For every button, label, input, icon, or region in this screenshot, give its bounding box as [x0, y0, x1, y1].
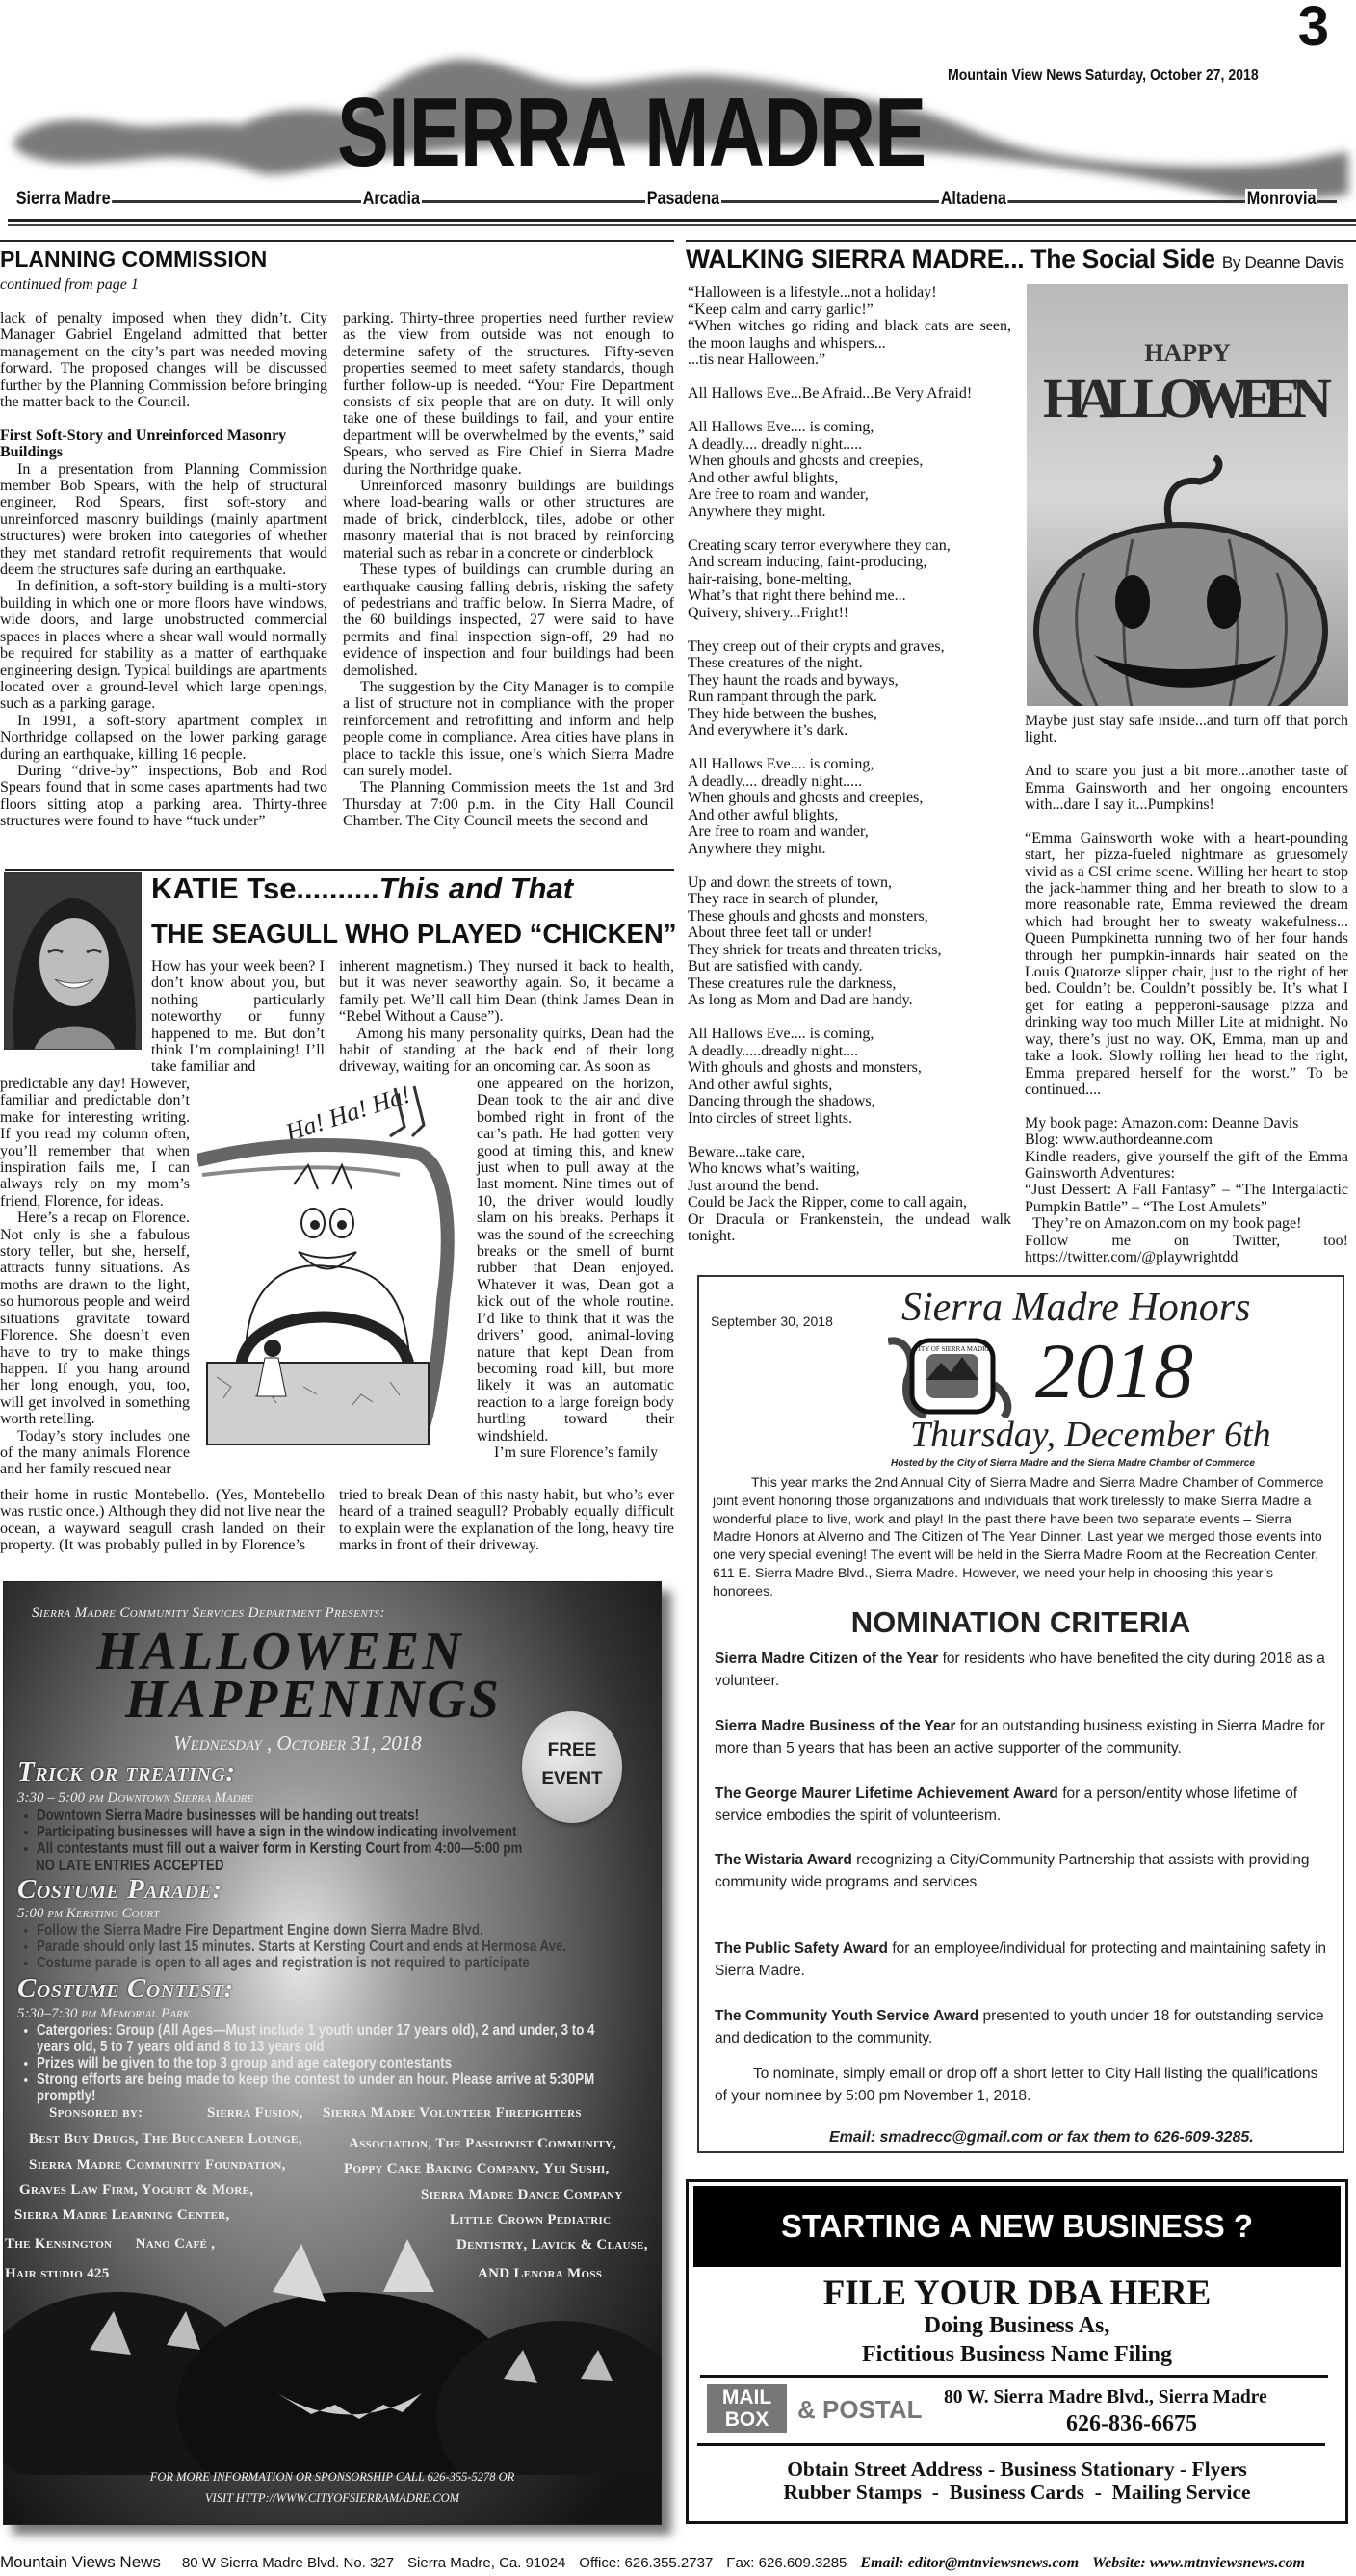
poem-line: But are satisfied with candy. — [688, 958, 863, 975]
footer-email[interactable]: Email: editor@mtnviewsnews.com — [860, 2555, 1080, 2571]
column-name: This and That — [378, 872, 574, 905]
article-paragraph: And to scare you just a bit more...another taste of Emma Gainsworth and her ongoing encounters with...dare I say it...Pumpkins! — [1025, 763, 1348, 814]
katie-text-block — [477, 1076, 674, 1461]
article-paragraph: parking. Thirty-three properties need further review as the view from outside was not enough to determine safety of the structures. Fifty-seven properties seemed to meet safety standards, though further follow-up is needed. “Your Fire Department consists of six people that are on duty. It will only take one of these buildings to fail, and your entire department will be overwhelmed by the events,” said Spears, who served as Fire Chief in Sierra Madre during the Northridge quake. — [343, 310, 674, 478]
halloween-poem — [688, 284, 1011, 1262]
article-paragraph: tried to break Dean of this nasty habit, but who’s ever heard of a trained seagull? Probably equally difficult to explain were the explanation of the long, heavy tire marks in front of their driveway. — [339, 1487, 674, 1554]
article-paragraph: Among his many personality quirks, Dean had the habit of standing at the back end of their long driveway, waiting for an oncoming car. As soon as — [339, 1025, 674, 1076]
columnist-name: KATIE Tse.......... — [151, 872, 379, 905]
planning-column-1 — [0, 310, 327, 830]
masthead-rule — [8, 224, 1356, 226]
poem-line: They creep out of their crypts and graves, — [688, 637, 945, 655]
badge-text: FREE — [547, 1740, 597, 1760]
sponsor-line: Sierra Madre Community Foundation, — [29, 2157, 286, 2173]
sponsor-line: Sierra Madre Dance Company — [421, 2187, 623, 2202]
ad-services: Rubber Stamps - Business Cards - Mailing Service — [783, 2481, 1251, 2504]
sponsor-line: Graves Law Firm, Yogurt & More, — [19, 2182, 254, 2198]
award-description: for an employee/individual for protecting and maintaining safety in Sierra Madre. — [715, 1940, 1326, 1979]
walking-headline — [686, 245, 1344, 274]
planning-headline: PLANNING COMMISSION — [0, 247, 268, 272]
author-link-line: “Just Dessert: A Fall Fantasy” – “The Intergalactic Pumpkin Battle” – “The Lost Amulets” — [1025, 1182, 1348, 1215]
honors-event-date: Thursday, December 6th — [910, 1415, 1271, 1455]
happy-halloween-pumpkin-painting — [1027, 284, 1348, 706]
flyer-bullet: • Prizes will be given to the top 3 group and age category contestants — [37, 2055, 616, 2071]
free-event-badge — [522, 1711, 622, 1823]
poem-line: As long as Mom and Dad are handy. — [688, 992, 913, 1008]
katie-headline: THE SEAGULL WHO PLAYED “CHICKEN” — [151, 919, 677, 949]
award-description: presented to youth under 18 for outstanding service and dedication to the community. — [715, 2008, 1324, 2046]
poem-line: They haunt the roads and byways, — [688, 671, 899, 689]
katie-text-block — [0, 1076, 190, 1478]
flyer-bullet: • Parade should only last 15 minutes. Starts at Kersting Court and ends at Hermosa Ave. — [37, 1939, 566, 1955]
costume-parade-time: 5:00 pm Kersting Court — [17, 1906, 160, 1921]
flyer-bullet: • Costume parade is open to all ages and registration is not required to participate — [37, 1955, 566, 1971]
flyer-date: Wednesday , October 31, 2018 — [173, 1731, 422, 1755]
nomination-instructions: To nominate, simply email or drop off a short letter to City Hall listing the qualifications of your nominee by 5:00 pm November 1, 2018. — [715, 2066, 1318, 2104]
award-description: recognizing a City/Community Partnership that assists with providing community wide programs and services — [715, 1852, 1310, 1890]
article-paragraph: How has your week been? I don’t know about you, but nothing particularly noteworthy or funny happened to me. But don’t think I’m complaining! I’ll take familiar and — [151, 958, 325, 1076]
poem-line: Up and down the streets of town, — [688, 873, 892, 891]
sponsor-line: Dentistry, Lavick & Clause, — [456, 2237, 648, 2252]
ad-headline: FILE YOUR DBA HERE — [822, 2274, 1212, 2313]
poem-line: These creatures rule the darkness, — [688, 975, 897, 992]
masthead-rule — [8, 219, 1356, 222]
masthead-city: Sierra Madre — [15, 189, 111, 209]
logo-text: MAIL — [721, 2386, 772, 2408]
article-paragraph: Today’s story includes one of the many animals Florence and her family rescued near — [0, 1427, 190, 1478]
article-paragraph: Here’s a recap on Florence. Not only is she a fabulous story teller, but she, herself, attracts funny situations. As moths are drawn to the light, so humorous people and weird situations gravitate toward Florence. She doesn’t even have to try to make things happen. If you hang around her long enough, you, too, will get involved in something worth retelling. — [0, 1210, 190, 1428]
jack-o-lantern-silhouettes — [3, 2186, 662, 2475]
poem-line: These ghouls and ghosts and monsters, — [688, 907, 928, 924]
walking-right-column — [1025, 713, 1348, 1265]
poem-line: All Hallows Eve.... is coming, — [688, 1026, 874, 1042]
footer-fax: Fax: 626.609.3285 — [726, 2555, 848, 2571]
criteria-item — [715, 1849, 1331, 1893]
poem-line: A deadly.....dreadly night.... — [688, 1042, 859, 1059]
poem-line: “Keep calm and carry garlic!” — [688, 300, 874, 318]
poem-line: When ghouls and ghosts and creepies, — [688, 790, 924, 806]
poem-line: All Hallows Eve.... is coming, — [688, 756, 874, 772]
criteria-item — [715, 1715, 1331, 1759]
seal-lettering: CITY OF SIERRA MADRE — [913, 1345, 992, 1353]
logo-postal-text: & POSTAL — [797, 2395, 923, 2424]
sponsor-line: Sierra Madre Learning Center, — [14, 2207, 230, 2223]
poem-line: “Halloween is a lifestyle...not a holiday! — [688, 284, 937, 300]
poem-line: And other awful blights, — [688, 469, 839, 486]
costume-parade-bullets — [37, 1922, 566, 1971]
criteria-item — [715, 1938, 1331, 1982]
author-link-line: Blog: www.authordeanne.com — [1025, 1132, 1213, 1149]
sponsor-line: Sierra Madre Volunteer Firefighters — [323, 2105, 582, 2121]
footer-city: Sierra Madre, Ca. 91024 — [407, 2555, 566, 2571]
walking-title: WALKING SIERRA MADRE... The Social Side — [686, 245, 1215, 273]
flyer-bullet: • Catergories: Group (All Ages—Must include 1 youth under 17 years old), 2 and under, 3 to 4 years old, 5 to 7 years old and 8 to 13 years old — [37, 2022, 616, 2055]
sponsored-by-label: Sponsored by: — [49, 2105, 143, 2121]
award-description: for a person/entity whose lifetime of service embodies the spirit of volunteerism. — [715, 1785, 1298, 1824]
sponsor-line: Poppy Cake Baking Company, Yui Sushi, — [344, 2161, 610, 2176]
criteria-item — [715, 2005, 1331, 2049]
flyer-website-line: VISIT HTTP://WWW.CITYOFSIERRAMADRE.COM — [204, 2491, 460, 2505]
poem-line: They race in search of plunder, — [688, 891, 879, 907]
poem-line: hair-raising, bone-melting, — [688, 570, 852, 587]
article-paragraph: In a presentation from Planning Commission member Bob Spears, with the help of structural engineer, Rod Spears, first soft-story and unreinforced masonry buildings (mainly apartment structures) were broken into categories of whether they met standard retrofit requirements that would deem the structures safe during an earthquake. — [0, 460, 327, 579]
walking-byline: By Deanne Davis — [1221, 253, 1344, 272]
flyer-info-line: FOR MORE INFORMATION OR SPONSORSHIP CALL 626-355-5278 OR — [149, 2470, 515, 2484]
poem-line: About three feet tall or under! — [688, 924, 873, 941]
article-paragraph: predictable any day! However, familiar and predictable don’t make for interesting writing. If you read my column often, you’ll remember that when inspiration fails me, I can always rely on my mom’s friend, Florence, for ideas. — [0, 1076, 190, 1210]
article-paragraph: inherent magnetism.) They nursed it back to health, but it was never seaworthy again. So, it became a family pet. We’ll call him Dean (think James Dean in “Rebel Without a Cause”). — [339, 958, 674, 1026]
katie-text-block — [339, 958, 674, 1076]
poem-line: Dancing through the shadows, — [688, 1093, 875, 1109]
poem-stanza — [688, 284, 1011, 369]
trick-or-treat-heading: Trick or treating: — [17, 1756, 236, 1787]
page-number: 3 — [1297, 0, 1329, 58]
mailbox-logo — [707, 2384, 787, 2433]
section-rule — [686, 240, 1356, 242]
honors-hosted-by: Hosted by the City of Sierra Madre and the Sierra Madre Chamber of Commerce — [891, 1458, 1255, 1469]
trick-or-treat-note: NO LATE ENTRIES ACCEPTED — [36, 1858, 224, 1874]
author-link-line: My book page: Amazon.com: Deanne Davis — [1025, 1114, 1299, 1132]
costume-contest-heading: Costume Contest: — [17, 1973, 234, 2004]
nomination-email-link[interactable]: smadrecc@gmail.com — [879, 2129, 1043, 2146]
columnist-photo — [4, 872, 142, 1050]
flyer-bullet: • Follow the Sierra Madre Fire Department Engine down Sierra Madre Blvd. — [37, 1922, 566, 1939]
poem-stanza — [688, 385, 1011, 403]
trick-or-treat-bullets — [37, 1808, 550, 1857]
poem-line: A deadly.... dreadly night..... — [688, 772, 863, 790]
poem-line: Quivery, shivery...Fright!! — [688, 604, 849, 621]
poem-line: A deadly.... dreadly night..... — [688, 435, 863, 453]
author-link-line: Follow me on Twitter, too! https://twitter.com/@playwrightdd — [1025, 1232, 1348, 1265]
poem-line: ...tis near Halloween.” — [688, 351, 826, 368]
cartoon-lettering: Ha! Ha! Ha! — [281, 1080, 414, 1147]
ad-phone: 626-836-6675 — [1066, 2411, 1197, 2436]
footer-website[interactable]: Website: www.mtnviewsnews.com — [1092, 2555, 1305, 2571]
honors-title: Sierra Madre Honors — [901, 1286, 1251, 1330]
article-paragraph: I’m sure Florence’s family — [494, 1444, 659, 1461]
ad-subline: Fictitious Business Name Filing — [861, 2342, 1173, 2367]
masthead-city: Monrovia — [1246, 189, 1317, 209]
ad-address: 80 W. Sierra Madre Blvd., Sierra Madre — [944, 2387, 1267, 2407]
poem-line: And other awful sights, — [688, 1076, 833, 1093]
poem-line: Anywhere they might. — [688, 840, 826, 857]
ad-rule — [697, 2443, 1325, 2446]
katie-text-block — [0, 1487, 325, 1554]
ad-subline: Doing Business As, — [924, 2313, 1110, 2338]
article-paragraph: The suggestion by the City Manager is to compile a list of structure not in compliance with the proper reinforcement and retrofitting and inform and help people come in compliance. Area cities have plans in place to tackle this issue, one’s which Sierra Madre can surely model. — [343, 678, 674, 779]
poem-stanza — [688, 537, 1011, 622]
award-name: The Public Safety Award — [715, 1940, 889, 1957]
poem-line: Creating scary terror everywhere they can, — [688, 536, 951, 554]
planning-subheading: First Soft-Story and Unreinforced Masonry Buildings — [0, 427, 287, 461]
logo-text: BOX — [724, 2408, 769, 2431]
flyer-title-line1: HALLOWEEN — [96, 1622, 464, 1681]
award-name: Sierra Madre Business of the Year — [715, 1718, 956, 1734]
author-link-line: Kindle readers, give yourself the gift of the Emma Gainsworth Adventures: — [1025, 1148, 1348, 1182]
award-name: The Wistaria Award — [715, 1852, 852, 1868]
poem-line: All Hallows Eve.... is coming, — [688, 419, 874, 435]
poem-line: With ghouls and ghosts and monsters, — [688, 1059, 922, 1076]
poem-line: “When witches go riding and black cats are seen, the moon laughs and whispers... — [688, 318, 1011, 351]
section-rule — [5, 869, 674, 871]
award-description: for residents who have benefited the city during 2018 as a volunteer. — [715, 1651, 1325, 1689]
ad-header: STARTING A NEW BUSINESS ? — [693, 2186, 1341, 2267]
poem-line: When ghouls and ghosts and creepies, — [688, 453, 924, 469]
page-footer — [0, 2553, 1356, 2572]
poem-line: Run rampant through the park. — [688, 689, 877, 705]
poem-line: Beware...take care, — [688, 1143, 806, 1160]
sponsor-line: Association, The Passionist Community, — [349, 2136, 617, 2151]
masthead-city: Arcadia — [362, 189, 420, 209]
article-paragraph: The Planning Commission meets the 1st and 3rd Thursday at 7:00 p.m. in the City Hall Council Chamber. The City Council meets the second and — [343, 779, 674, 830]
nomination-criteria-title: NOMINATION CRITERIA — [850, 1605, 1191, 1639]
article-paragraph: Unreinforced masonry buildings are buildings where load-bearing walls or other structures are made of brick, cinderblock, tiles, adobe or other masonry material that is not braced by reinforcing material such as rebar in a concrete or cinderblock — [343, 478, 674, 561]
author-link-line: They’re on Amazon.com on my book page! — [1025, 1215, 1302, 1233]
poem-line: Could be Jack the Ripper, come to call again, — [688, 1194, 967, 1210]
poem-line: Or Dracula or Frankenstein, the undead walk tonight. — [688, 1210, 1011, 1244]
article-paragraph: one appeared on the horizon, Dean took to the air and dive bombed right in front of the car’s path. He had gotten very good at timing this, and knew just when to pull away at the last moment. Nine times out of 10, the driver would loudly slam on his breaks. Perhaps it was the sound of the screeching breaks or the smell of burnt rubber that Dean enjoyed. Whatever it was, Dean got a kick out of the whole routine. I’d like to think that it was the drivers’ good, animal-loving nature that kept Dean from becoming road kill, but more likely it was an automatic reaction to a large foreign body hurtling toward their windshield. — [477, 1076, 674, 1444]
poem-line: Just around the bend. — [688, 1177, 819, 1194]
poem-line: Are free to roam and wander, — [688, 486, 869, 503]
sponsor-line: The Kensington Nano Café , — [5, 2236, 216, 2251]
award-name: Sierra Madre Citizen of the Year — [715, 1651, 939, 1667]
katie-text-block — [339, 1487, 674, 1554]
article-paragraph: In definition, a soft-story building is a multi-story building in which one or more floors have windows, wide doors, and large unobstructed commercial spaces in places where a shear wall would normally be required for stability as a matter of earthquake engineering design. Typical buildings are apartments located over a ground-level which large openings, such as a parking garage. — [0, 578, 327, 713]
poem-line: And everywhere it’s dark. — [688, 722, 848, 739]
poem-stanza — [688, 874, 1011, 1009]
honors-year: 2018 — [1035, 1327, 1193, 1415]
photo-caption: Maybe just stay safe inside...and turn off that porch light. — [1025, 713, 1348, 746]
masthead-city: Pasadena — [646, 189, 720, 209]
katie-text-block — [151, 958, 325, 1076]
poem-line: Are free to roam and wander, — [688, 823, 869, 840]
poem-line: Into circles of street lights. — [688, 1109, 853, 1127]
section-rule — [0, 240, 674, 242]
poem-stanza — [688, 1026, 1011, 1127]
poem-line: These creatures of the night. — [688, 655, 863, 671]
honors-intro: This year marks the 2nd Annual City of Sierra Madre and Sierra Madre Chamber of Commerce joint event honoring those organizations and individuals that work tirelessly to make Sierra Madre a wonderful place to live, work and play! In the past there have been two separate events – Sierra Madre Honors at Alverno and The Citizen of The Year Dinner. Last year we merged those events into one very special evening! The event will be held in the Sierra Madre Room at the Recreation Center, 611 E. Sierra Madre Blvd., Sierra Madre. However, we need your help in choosing this year’s honorees. — [713, 1475, 1324, 1600]
planning-column-2 — [343, 310, 674, 830]
costume-parade-heading: Costume Parade: — [17, 1874, 222, 1905]
poem-stanza — [688, 1144, 1011, 1245]
nomination-contact — [829, 2129, 1254, 2147]
honors-date: September 30, 2018 — [711, 1314, 833, 1329]
poem-line: All Hallows Eve...Be Afraid...Be Very Afraid! — [688, 385, 973, 402]
poem-stanza — [688, 756, 1011, 857]
sponsor-line: Best Buy Drugs, The Buccaneer Lounge, — [29, 2131, 302, 2147]
article-paragraph: During “drive-by” inspections, Bob and Rod Spears found that in some cases apartments had two floors sitting atop a parking area. Thirty-three structures were found to have “tuck under” — [0, 762, 327, 830]
planning-continued-note: continued from page 1 — [0, 276, 139, 293]
masthead-dateline: Mountain View News Saturday, October 27, 2018 — [948, 67, 1259, 84]
painting-lettering-halloween: HALLOWEEN — [1043, 367, 1332, 429]
article-paragraph: “Emma Gainsworth woke with a heart-pounding start, her pizza-fueled nightmare as gruesomely vivid as a CSI crime scene. Willing her heart to stop the jack-hammer thing and her breath to slow to a more reasonable rate, Emma reviewed the dream which had brought her to sweaty wakefulness... Queen Pumpkinetta running two of her four hands through her pumpkin-innards hair seated on the Louis Quatorze slipper chair, just to the right of her bed. Couldn’t be. Couldn’t possibly be. It’s what I get for eating a pepperoni-sausage pizza and drinking way too much Miller Lite at midnight. No way, there’s just no way. OK, Emma, man up and take a look. Slowly rolling her head to the right, Emma prepared herself for the worst.” To be continued.... — [1025, 829, 1348, 1098]
fax-text: or fax them to 626-609-3285. — [1042, 2129, 1254, 2146]
criteria-item — [715, 1648, 1331, 1692]
sponsor-line: AND Lenora Moss — [478, 2266, 603, 2281]
costume-contest-time: 5:30–7:30 pm Memorial Park — [17, 2006, 191, 2021]
article-paragraph: These types of buildings can crumble during an earthquake causing falling debris, risking the safety of pedestrians and traffic below. In Sierra Madre, of the 60 buildings inspected, 27 were said to have permits and final inspection sign-off, 29 had no evidence of inspection and four buildings had been demolished. — [343, 561, 674, 679]
flyer-presenter: Sierra Madre Community Services Department Presents: — [32, 1605, 385, 1621]
poem-stanza — [688, 638, 1011, 740]
poem-line: They hide between the bushes, — [688, 705, 877, 722]
poem-line: And scream inducing, faint-producing, — [688, 554, 927, 570]
poem-line: What’s that right there behind me... — [688, 587, 906, 604]
badge-text: EVENT — [541, 1769, 603, 1789]
flyer-bullet: • All contestants must fill out a waiver form in Kersting Court from 4:00—5:00 pm — [37, 1840, 550, 1857]
sponsor-line: Little Crown Pediatric — [450, 2212, 612, 2227]
poem-stanza — [688, 419, 1011, 520]
poem-line: And other awful blights, — [688, 806, 839, 823]
costume-contest-bullets — [37, 2022, 616, 2104]
footer-office-phone: Office: 626.355.2737 — [579, 2555, 714, 2571]
footer-address: 80 W Sierra Madre Blvd. No. 327 — [181, 2555, 395, 2571]
award-name: The Community Youth Service Award — [715, 2008, 979, 2024]
flyer-bullet: • Participating businesses will have a sign in the window indicating involvement — [37, 1824, 550, 1840]
seagull-cartoon-illustration — [197, 1079, 462, 1459]
column-byline — [151, 872, 573, 906]
flyer-bullet: • Downtown Sierra Madre businesses will be handing out treats! — [37, 1808, 550, 1824]
poem-line: Anywhere they might. — [688, 503, 826, 520]
painting-lettering-happy: HAPPY — [1144, 339, 1231, 367]
article-paragraph: In 1991, a soft-story apartment complex in Northridge collapsed on the lower parking garage during an earthquake, killing 16 people. — [0, 712, 327, 763]
flyer-bullet: • Strong efforts are being made to keep the contest to under an hour. Please arrive at 5:30PM promptly! — [37, 2071, 616, 2104]
footer-paper-name: Mountain Views News — [0, 2553, 161, 2571]
ad-rule — [700, 2375, 1328, 2378]
award-name: The George Maurer Lifetime Achievement Award — [715, 1785, 1058, 1802]
article-paragraph: their home in rustic Montebello. (Yes, Montebello was rustic once.) Although they did not live near the ocean, a wayward seagull crash landed on their property. (It was probably pulled in by Florence’s — [0, 1487, 325, 1554]
article-paragraph: lack of penalty imposed when they didn’t. City Manager Gabriel Engeland admitted that better management on the city’s part was needed moving forward. The proposed changes will be discussed further by the Planning Commission before bringing the matter back to the Council. — [0, 310, 327, 411]
sponsor-line: Hair studio 425 — [5, 2266, 110, 2281]
criteria-item — [715, 1782, 1331, 1827]
ad-services: Obtain Street Address - Business Stationary - Flyers — [787, 2458, 1247, 2481]
masthead-title: SIERRA MADRE — [337, 79, 926, 187]
poem-line: Who knows what’s waiting, — [688, 1160, 860, 1177]
poem-line: They shriek for treats and threaten tricks, — [688, 941, 942, 958]
award-description: for an outstanding business existing in Sierra Madre for more than 5 years that has been an active supporter of the community. — [715, 1718, 1325, 1756]
email-label: Email: — [829, 2129, 880, 2146]
masthead-city: Altadena — [940, 189, 1006, 209]
trick-or-treat-time: 3:30 – 5:00 pm Downtown Sierra Madre — [17, 1790, 254, 1806]
flyer-title-line2: HAPPENINGS — [125, 1670, 502, 1730]
sponsor-line: Sierra Fusion, — [207, 2105, 303, 2121]
city-seal-logo — [888, 1337, 1013, 1418]
